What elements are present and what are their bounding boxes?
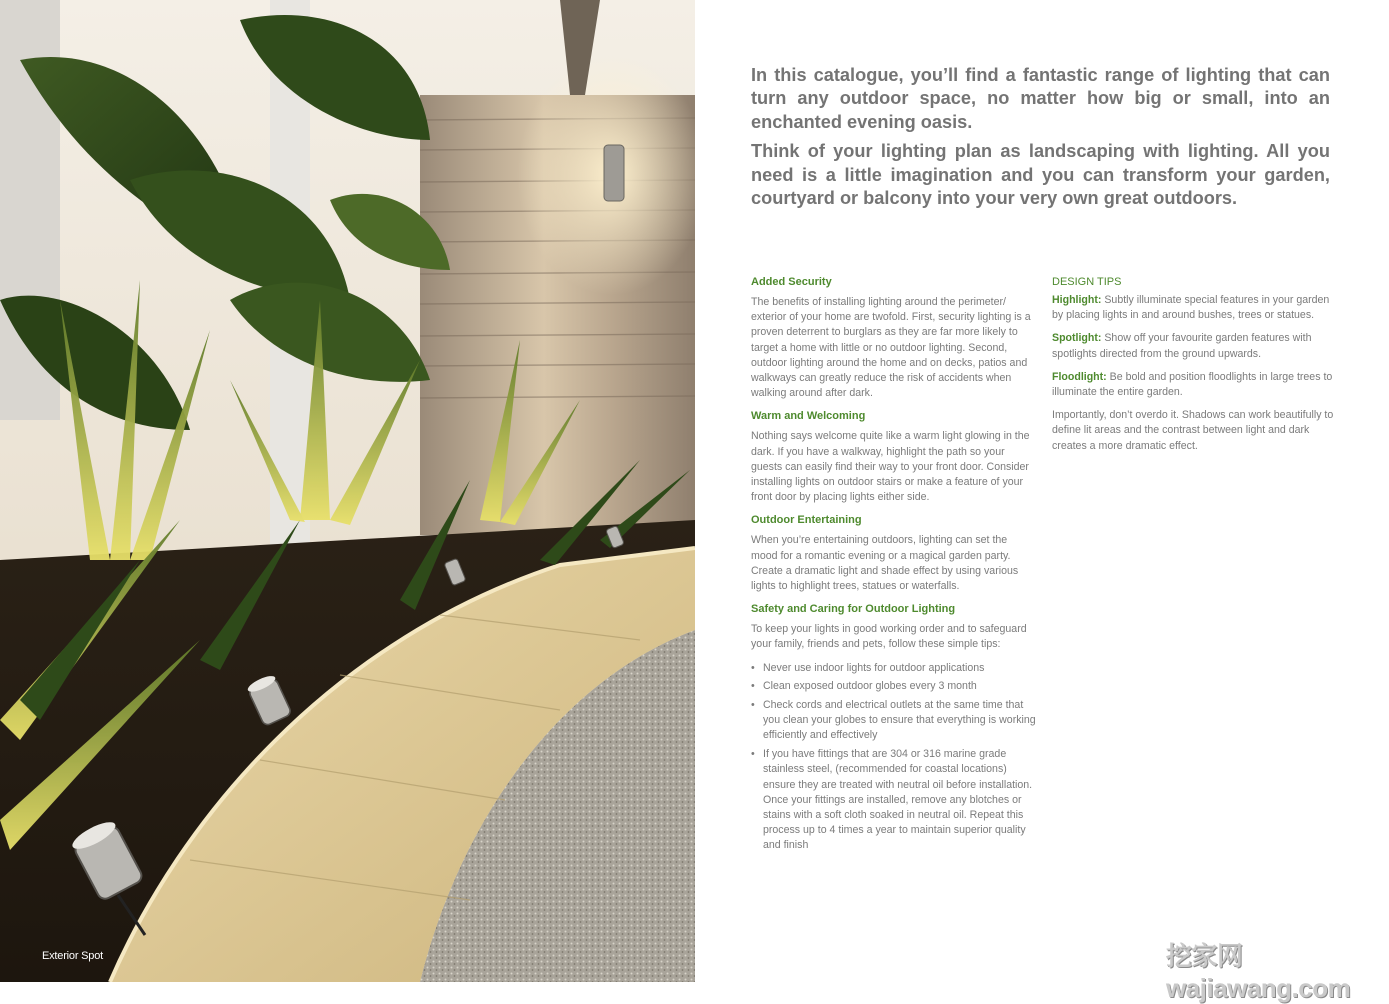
tip-closing: Importantly, don’t overdo it. Shadows can work beautifully to define lit areas and the contrast between light and dark creates a more dramatic effect.: [1052, 409, 1334, 452]
tip-floodlight: [1052, 370, 1334, 400]
intro-paragraph-1: In this catalogue, you’ll find a fantastic range of lighting that can turn any outdoor space, no matter how big or small, into an enchanted evening oasis.: [751, 65, 1330, 132]
section-heading: Safety and Caring for Outdoor Lighting: [751, 603, 956, 616]
tip-text: Be bold and position floodlights in large trees to illuminate the entire garden.: [1052, 370, 1333, 399]
section-body: Nothing says welcome quite like a warm light glowing in the dark. If you have a walkway, highlight the path so your guests can easily find their way to your front door. Consider installing lights on outdoor stairs or make a feature of your front door by placing lights either side.: [751, 430, 1030, 504]
garden-photo: [0, 0, 695, 982]
section-body: When you’re entertaining outdoors, lighting can set the mood for a romantic evening or a magical garden party. Create a dramatic light and shade effect by using various lights to highlight trees, statues or waterfalls.: [751, 534, 1019, 593]
info-column: [751, 275, 1036, 857]
section-body: The benefits of installing lighting around the perimeter/ exterior of your home are twofold. First, security lighting is a proven deterrent to burglars as they are far more likely to target a home with little or no outdoor lighting. Second, outdoor lighting around the home and on decks, patios and walkways can greatly reduce the risk of accidents when walking around after dark.: [751, 296, 1031, 400]
list-item: • Clean exposed outdoor globes every 3 month: [751, 679, 1036, 694]
section-heading: Warm and Welcoming: [751, 410, 866, 423]
intro-text: [751, 64, 1330, 217]
section-body: To keep your lights in good working order and to safeguard your family, friends and pets, follow these simple tips:: [751, 623, 1027, 651]
tip-spotlight: [1052, 331, 1334, 361]
list-item: • Never use indoor lights for outdoor applications: [751, 661, 1036, 676]
tip-term: Floodlight:: [1052, 370, 1107, 383]
garden-illustration: [0, 0, 695, 982]
photo-caption: Exterior Spot: [42, 950, 103, 962]
list-item: • Check cords and electrical outlets at the same time that you clean your globes to ensure that everything is working efficiently and effectively: [751, 698, 1036, 744]
tip-term: Highlight:: [1052, 294, 1102, 306]
section-entertaining: [751, 513, 1036, 594]
safety-tips-list: [751, 661, 1036, 854]
tip-term: Spotlight:: [1052, 332, 1102, 345]
list-item: • If you have fittings that are 304 or 316 marine grade stainless steel, (recommended for coastal locations) ensure they are treated with neutral oil before installation. Once your fittings are installed, remove any blotches or stains with a soft cloth soaked in neutral oil. Repeat this process up to 4 times a year to maintain superior quality and finish: [751, 747, 1036, 853]
design-tips-column: [1052, 275, 1334, 462]
intro-paragraph-2: Think of your lighting plan as landscaping with lighting. All you need is a little imagination and you can transform your garden, courtyard or balcony into your very own great outdoors.: [751, 141, 1330, 208]
tip-text: Subtly illuminate special features in your garden by placing lights in and around bushes, trees or statues.: [1052, 294, 1330, 322]
design-tips-title: DESIGN TIPS: [1052, 276, 1122, 288]
tip-text: Show off your favourite garden features with spotlights directed from the ground upwards.: [1052, 332, 1312, 360]
section-safety: [751, 602, 1036, 853]
section-heading: Outdoor Entertaining: [751, 514, 862, 527]
tip-highlight: [1052, 293, 1334, 323]
section-security: [751, 275, 1036, 401]
section-welcoming: [751, 409, 1036, 505]
section-heading: Added Security: [751, 276, 832, 288]
watermark: 挖家网 wajiawang.com: [1166, 941, 1351, 1003]
